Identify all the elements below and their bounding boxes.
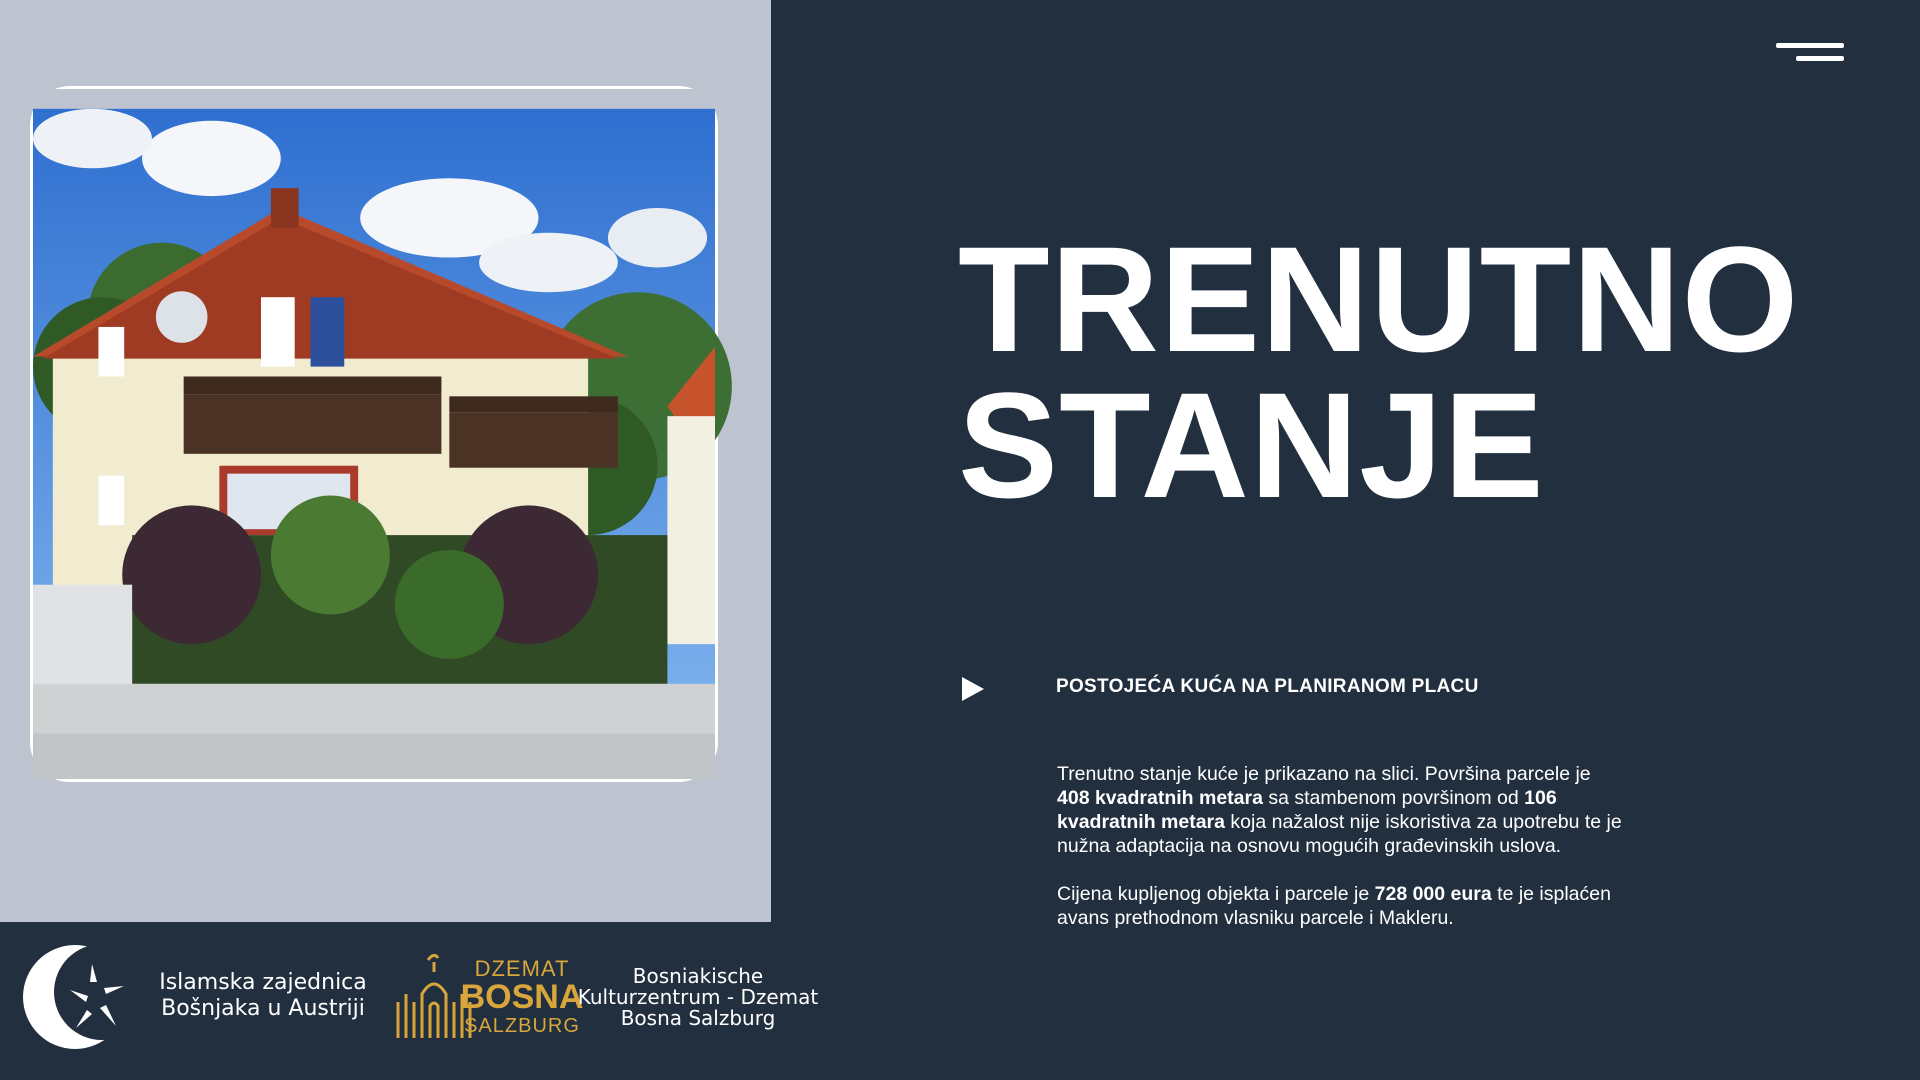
dzemat-logo-word: DZEMAT (474, 956, 570, 981)
dzemat-bosna-logo-graphic (394, 950, 584, 1040)
org-name-islamska-zajednica (148, 970, 378, 1022)
hamburger-menu-icon[interactable] (1776, 40, 1846, 66)
dzemat-bosna-logo (394, 950, 584, 1040)
paragraph-2 (1057, 882, 1627, 930)
org-line: Kulturzentrum - Dzemat (577, 985, 819, 1009)
dzemat-logo-word: BOSNA (460, 978, 584, 1016)
description-text (1057, 762, 1627, 954)
paragraph-1 (1057, 762, 1627, 858)
menu-line (1796, 56, 1844, 61)
dzemat-logo-word: SALZBURG (464, 1015, 580, 1037)
menu-line (1776, 43, 1844, 48)
left-panel (0, 0, 771, 922)
play-triangle-icon (962, 677, 984, 701)
bold-living-area: 106 kvadratnih metara (1057, 787, 1557, 833)
text-span: sa stambenom površinom od (1262, 787, 1525, 809)
house-photo (30, 86, 718, 782)
bold-plot-area: 408 kvadratnih metara (1057, 787, 1263, 809)
org-line: Islamska zajednica (159, 970, 367, 995)
title-line-2: STANJE (958, 361, 1545, 529)
house-photo-illustration (33, 89, 715, 779)
org-line: Bosna Salzburg (620, 1006, 776, 1030)
bold-price: 728 000 eura (1374, 883, 1492, 905)
crescent-star-icon (20, 942, 132, 1052)
text-span: koja nažalost nije iskoristiva za upotrebu te je nužna adaptacija na osnovu mogućih građevinskih uslova. (1057, 811, 1622, 857)
title-line-1: TRENUTNO (958, 215, 1800, 383)
crescent-star-logo (20, 942, 132, 1052)
org-line: Bosniakische (632, 964, 764, 988)
text-span: te je isplaćen avans prethodnom vlasniku parcele i Makleru. (1057, 883, 1611, 929)
section-subheading: POSTOJEĆA KUĆA NA PLANIRANOM PLACU (1056, 676, 1479, 697)
text-span: Cijena kupljenog objekta i parcele je (1057, 883, 1375, 905)
org-name-kulturzentrum (575, 966, 821, 1029)
text-span: Trenutno stanje kuće je prikazano na slici. Površina parcele je (1057, 763, 1591, 785)
page-title (958, 215, 1858, 529)
org-line: Bošnjaka u Austriji (161, 996, 365, 1021)
